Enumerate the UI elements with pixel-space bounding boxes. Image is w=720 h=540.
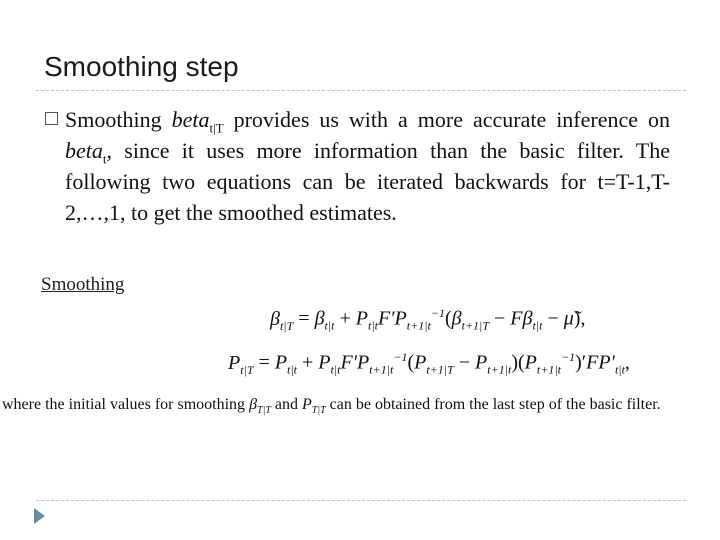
beta-subscript-tT: t|T: [209, 120, 224, 136]
slide-title: Smoothing step: [44, 51, 239, 82]
beta-variable: beta: [171, 107, 210, 132]
note-prefix: where the initial values for smoothing: [2, 396, 250, 413]
bullet-text: [65, 104, 670, 228]
bullet-rest: , since it uses more information than the basic filter. The following two equations can be iterated backwards for t=T-1,T-2,…,1, to get the smoothed estimates.: [65, 138, 670, 225]
note-beta-term: $\beta_{T|T}$: [249, 396, 271, 417]
eq1-lhs: $\beta_{t|T}$: [270, 307, 294, 333]
note-p-term: $P_{T|T}$: [302, 396, 326, 417]
title-divider: [36, 90, 686, 91]
note-suffix: can be obtained from the last step of the basic filter.: [325, 396, 661, 413]
bullet-mid: provides us with a more accurate inference on: [223, 107, 671, 132]
bullet-item: [45, 104, 670, 228]
beta-subscript-t: t: [102, 151, 107, 167]
figure-heading: Smoothing: [41, 274, 125, 295]
smoothing-equation-covariance: $P_{t|T} = P_{t|t} + P_{t|t}F'P_{t+1|t}^{-1}(P_{t+1|T} - P_{t+1|t})(P_{t+1|t}^{-1})'FP'_{t|t}$,: [228, 350, 630, 377]
beta-variable-2: beta: [65, 138, 103, 163]
bullet-lead: Smoothing: [65, 107, 162, 132]
note-and: and: [270, 396, 303, 413]
footer-divider: [36, 500, 686, 501]
smoothing-equation-beta: $\beta_{t|T} = \beta_{t|t} + P_{t|t}F'P_{t+1|t}^{-1}(\beta_{t+1|T} - F\beta_{t|t}$ − μ̃),: [270, 306, 586, 333]
square-bullet-icon: [45, 112, 58, 125]
next-slide-arrow-icon[interactable]: [34, 508, 45, 524]
eq2-lhs: $P_{t|T}$: [228, 351, 254, 377]
initial-values-note: [2, 396, 661, 416]
